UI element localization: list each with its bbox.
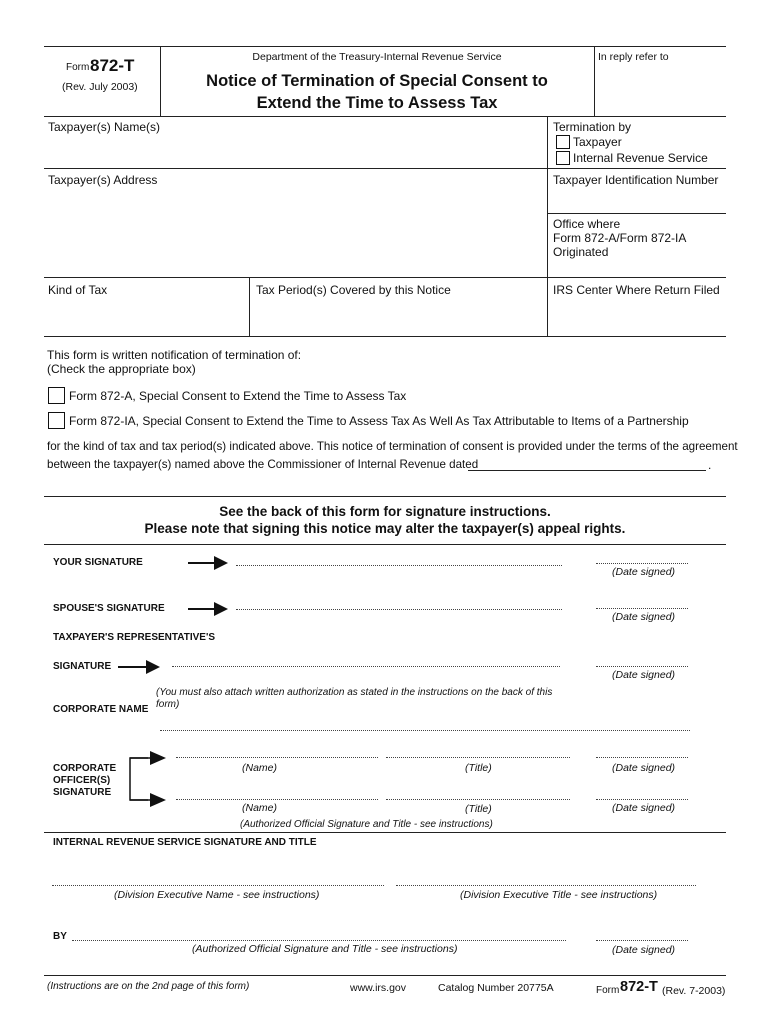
rep-note-2: form) <box>156 699 180 710</box>
irs-date-line[interactable] <box>596 940 688 941</box>
irs-date-label: (Date signed) <box>612 944 676 956</box>
div-exec-name-line[interactable] <box>52 885 384 886</box>
kind-of-tax-label: Kind of Tax <box>48 283 108 297</box>
div-exec-name-label: (Division Executive Name - see instructions) <box>114 889 320 901</box>
arrow-right-icon <box>188 601 230 617</box>
officer1-title-line[interactable] <box>386 757 570 758</box>
intro-line2: (Check the appropriate box) <box>47 362 196 376</box>
footer-website[interactable]: www.irs.gov <box>350 982 407 994</box>
officer2-name-line[interactable] <box>176 799 378 800</box>
officer-authorized-note: (Authorized Official Signature and Title - see instructions) <box>240 819 493 830</box>
taxpayer-names-label: Taxpayer(s) Name(s) <box>48 120 161 134</box>
irs-authorized-signature-line[interactable] <box>72 940 566 941</box>
irs-signature-heading: INTERNAL REVENUE SERVICE SIGNATURE AND TITLE <box>53 837 317 848</box>
corp-officer-label-1: CORPORATE <box>53 763 117 774</box>
termination-by-label: Termination by <box>553 120 632 134</box>
arrow-right-icon <box>188 555 230 571</box>
officer2-title-line[interactable] <box>386 799 570 800</box>
footer-form-label: Form <box>596 985 620 996</box>
form-revision: (Rev. July 2003) <box>62 81 138 93</box>
form-number: 872-T <box>90 56 135 75</box>
reply-refer: In reply refer to <box>598 51 669 63</box>
page-title-line2: Extend the Time to Assess Tax <box>256 94 498 112</box>
corp-officer-label-2: OFFICER(S) <box>53 775 111 786</box>
rep-date-label: (Date signed) <box>612 669 676 681</box>
rep-label-1: TAXPAYER'S REPRESENTATIVE'S <box>53 632 216 643</box>
taxpayer-address-label: Taxpayer(s) Address <box>48 173 158 187</box>
checkbox-872ia[interactable] <box>48 412 65 429</box>
bracket-arrows-icon <box>124 750 168 808</box>
rep-date-line[interactable] <box>596 666 688 667</box>
corp-officer-label-3: SIGNATURE <box>53 787 112 798</box>
your-date-label: (Date signed) <box>612 566 676 578</box>
signature-heading-1: See the back of this form for signature instructions. <box>219 504 551 519</box>
officer1-name-line[interactable] <box>176 757 378 758</box>
officer2-name-label: (Name) <box>242 802 278 814</box>
checkbox-taxpayer-label: Taxpayer <box>573 135 622 149</box>
officer2-title-label: (Title) <box>465 803 492 815</box>
footer-revision: (Rev. 7-2003) <box>662 985 726 997</box>
your-signature-label: YOUR SIGNATURE <box>53 557 143 568</box>
officer2-date-line[interactable] <box>596 799 688 800</box>
footer-instructions: (Instructions are on the 2nd page of this form) <box>47 981 250 992</box>
rep-signature-line[interactable] <box>172 666 560 667</box>
spouse-signature-label: SPOUSE'S SIGNATURE <box>53 603 165 614</box>
div-exec-title-line[interactable] <box>396 885 696 886</box>
your-date-line[interactable] <box>596 563 688 564</box>
checkbox-irs-label: Internal Revenue Service <box>573 151 708 165</box>
corporate-name-label: CORPORATE NAME <box>53 704 149 715</box>
option-872a-label: Form 872-A, Special Consent to Extend the Time to Assess Tax <box>69 389 407 403</box>
form-label: Form <box>66 62 90 73</box>
checkbox-872a[interactable] <box>48 387 65 404</box>
terms-period: . <box>708 458 712 472</box>
intro-line1: This form is written notification of termination of: <box>47 348 302 362</box>
checkbox-taxpayer[interactable] <box>556 135 570 149</box>
officer1-date-label: (Date signed) <box>612 762 676 774</box>
office-label-1: Office where <box>553 217 621 231</box>
department: Department of the Treasury-Internal Revenue Service <box>252 51 502 63</box>
officer1-title-label: (Title) <box>465 762 492 774</box>
irs-authorized-note: (Authorized Official Signature and Title - see instructions) <box>192 943 458 955</box>
arrow-right-icon <box>118 659 162 675</box>
your-signature-line[interactable] <box>236 565 562 566</box>
terms-paragraph-1: for the kind of tax and tax period(s) indicated above. This notice of termination of consent is provided under the terms of the agreement <box>47 440 738 453</box>
signature-heading-2: Please note that signing this notice may alter the taxpayer(s) appeal rights. <box>144 521 626 536</box>
terms-paragraph-2: between the taxpayer(s) named above the Commissioner of Internal Revenue dated <box>47 458 479 471</box>
spouse-date-line[interactable] <box>596 608 688 609</box>
checkbox-irs[interactable] <box>556 151 570 165</box>
office-label-2: Form 872-A/Form 872-IA <box>553 231 687 245</box>
footer-catalog: Catalog Number 20775A <box>438 982 554 994</box>
officer2-date-label: (Date signed) <box>612 802 676 814</box>
option-872ia-label: Form 872-IA, Special Consent to Extend the Time to Assess Tax As Well As Tax Attributable to Items of a Partnership <box>69 414 689 428</box>
div-exec-title-label: (Division Executive Title - see instructions) <box>460 889 658 901</box>
by-label: BY <box>53 931 67 942</box>
spouse-signature-line[interactable] <box>236 609 562 610</box>
rep-label-2: SIGNATURE <box>53 661 112 672</box>
rep-note-1: (You must also attach written authorization as stated in the instructions on the back of this <box>156 687 553 698</box>
footer-form-number: 872-T <box>620 979 658 995</box>
irs-center-label: IRS Center Where Return Filed <box>553 283 720 297</box>
officer1-name-label: (Name) <box>242 762 278 774</box>
spouse-date-label: (Date signed) <box>612 611 676 623</box>
tax-periods-label: Tax Period(s) Covered by this Notice <box>256 283 451 297</box>
corporate-name-line[interactable] <box>160 730 690 731</box>
officer1-date-line[interactable] <box>596 757 688 758</box>
page-title-line1: Notice of Termination of Special Consent to <box>206 72 548 90</box>
office-label-3: Originated <box>553 245 609 259</box>
agreement-date-line[interactable] <box>468 470 706 471</box>
tin-label: Taxpayer Identification Number <box>553 173 719 187</box>
